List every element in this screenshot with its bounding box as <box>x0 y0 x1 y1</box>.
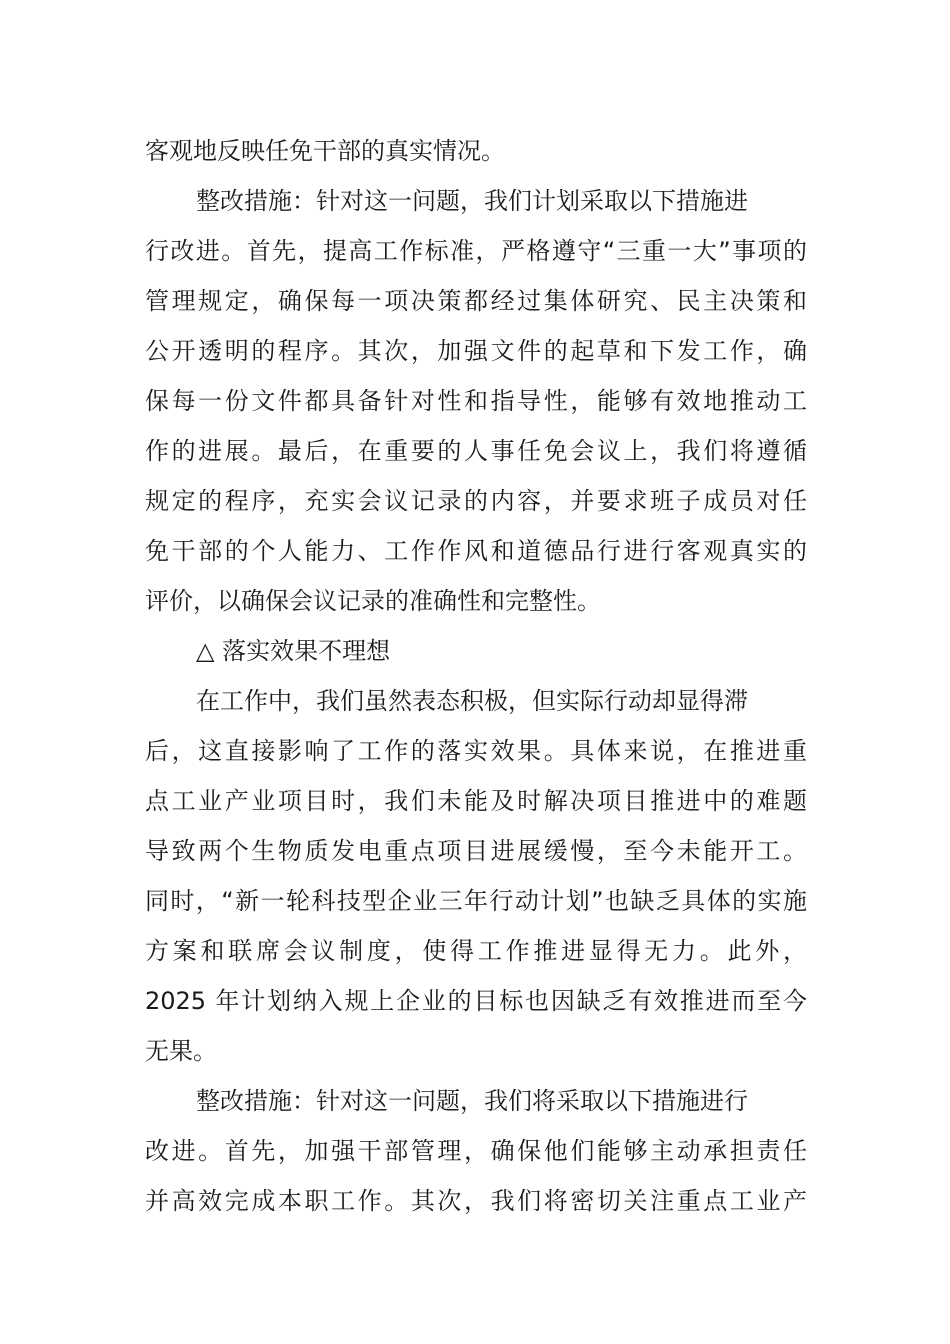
text-line-20: 整改措施：针对这一问题，我们将采取以下措施进行 <box>196 1087 748 1115</box>
text-line-7: 作的进展。最后，在重要的人事任免会议上，我们将遵循 <box>145 437 807 465</box>
text-line-13: 后，这直接影响了工作的落实效果。具体来说，在推进重 <box>145 737 807 765</box>
text-line-14: 点工业产业项目时，我们未能及时解决项目推进中的难题 <box>145 787 807 815</box>
text-line-22: 并高效完成本职工作。其次，我们将密切关注重点工业产 <box>145 1187 807 1215</box>
text-line-6: 保每一份文件都具备针对性和指导性，能够有效地推动工 <box>145 387 807 415</box>
text-line-5: 公开透明的程序。其次，加强文件的起草和下发工作，确 <box>145 337 807 365</box>
text-line-4: 管理规定，确保每一项决策都经过集体研究、民主决策和 <box>145 287 807 315</box>
text-line-1: 客观地反映任免干部的真实情况。 <box>145 137 505 165</box>
text-line-16: 同时，“新一轮科技型企业三年行动计划”也缺乏具体的实施 <box>145 887 807 915</box>
text-line-12: 在工作中，我们虽然表态积极，但实际行动却显得滞 <box>196 687 748 715</box>
text-line-8: 规定的程序，充实会议记录的内容，并要求班子成员对任 <box>145 487 807 515</box>
text-line-9: 免干部的个人能力、工作作风和道德品行进行客观真实的 <box>145 537 807 565</box>
text-line-19: 无果。 <box>145 1037 217 1065</box>
text-line-21: 改进。首先，加强干部管理，确保他们能够主动承担责任 <box>145 1137 807 1165</box>
text-line-18: 2025 年计划纳入规上企业的目标也因缺乏有效推进而至今 <box>145 987 807 1015</box>
text-line-15: 导致两个生物质发电重点项目进展缓慢，至今未能开工。 <box>145 837 807 865</box>
text-line-3: 行改进。首先，提高工作标准，严格遵守“三重一大”事项的 <box>145 237 807 265</box>
text-line-17: 方案和联席会议制度，使得工作推进显得无力。此外， <box>145 937 807 965</box>
text-line-10: 评价，以确保会议记录的准确性和完整性。 <box>145 587 601 615</box>
text-line-2: 整改措施：针对这一问题，我们计划采取以下措施进 <box>196 187 748 215</box>
section-heading: △ 落实效果不理想 <box>196 637 391 665</box>
